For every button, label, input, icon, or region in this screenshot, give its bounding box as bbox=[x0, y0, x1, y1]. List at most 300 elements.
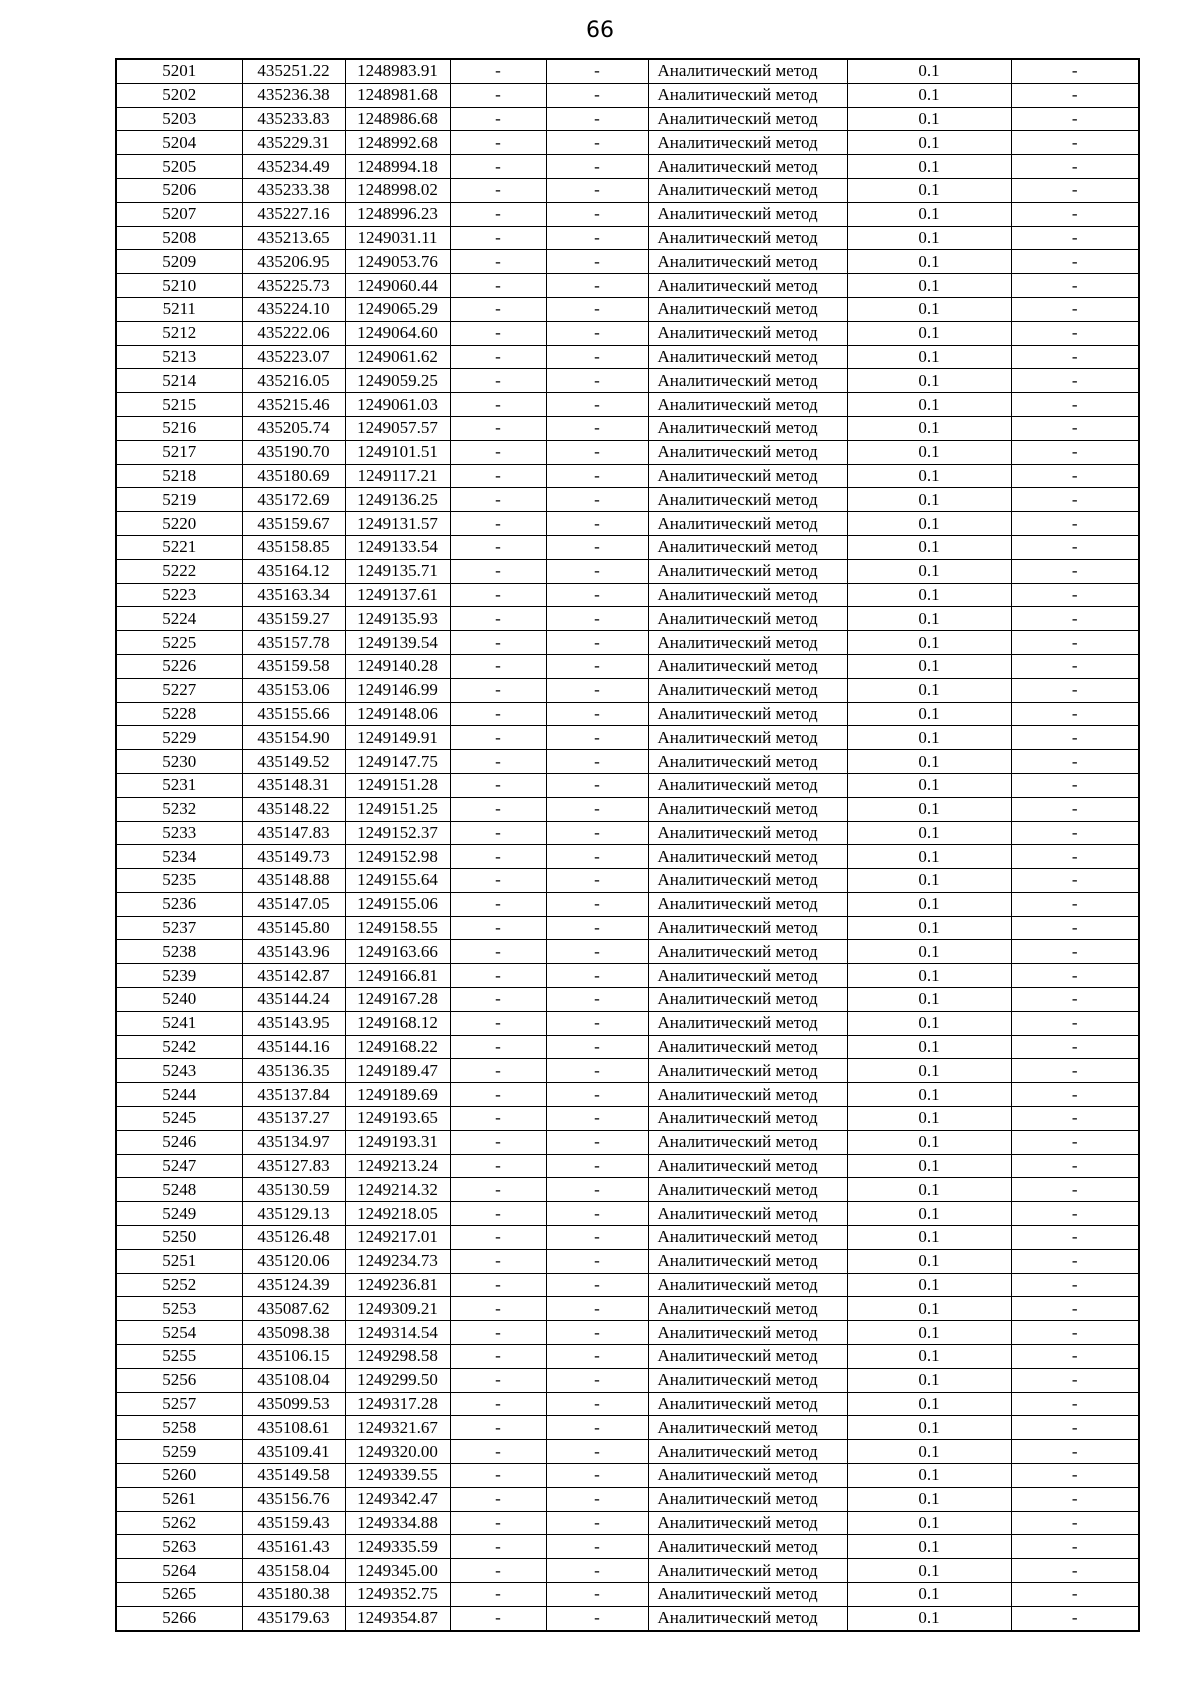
y-coordinate-cell: 1248992.68 bbox=[345, 131, 450, 155]
dash-cell-1: - bbox=[450, 59, 546, 83]
point-number-cell: 5246 bbox=[116, 1130, 242, 1154]
y-coordinate-cell: 1249135.93 bbox=[345, 607, 450, 631]
x-coordinate-cell: 435158.04 bbox=[242, 1559, 345, 1583]
dash-cell-3: - bbox=[1011, 1130, 1139, 1154]
point-number-cell: 5228 bbox=[116, 702, 242, 726]
table-row bbox=[116, 1107, 1139, 1131]
dash-cell-3: - bbox=[1011, 1368, 1139, 1392]
dash-cell-1: - bbox=[450, 964, 546, 988]
table-row bbox=[116, 607, 1139, 631]
point-number-cell: 5258 bbox=[116, 1416, 242, 1440]
x-coordinate-cell: 435098.38 bbox=[242, 1321, 345, 1345]
precision-cell: 0.1 bbox=[847, 892, 1011, 916]
precision-cell: 0.1 bbox=[847, 1035, 1011, 1059]
precision-cell: 0.1 bbox=[847, 440, 1011, 464]
dash-cell-3: - bbox=[1011, 821, 1139, 845]
point-number-cell: 5260 bbox=[116, 1464, 242, 1488]
table-row bbox=[116, 750, 1139, 774]
precision-cell: 0.1 bbox=[847, 1273, 1011, 1297]
dash-cell-3: - bbox=[1011, 654, 1139, 678]
x-coordinate-cell: 435143.95 bbox=[242, 1011, 345, 1035]
method-cell: Аналитический метод bbox=[648, 559, 847, 583]
dash-cell-1: - bbox=[450, 1273, 546, 1297]
dash-cell-1: - bbox=[450, 988, 546, 1012]
dash-cell-2: - bbox=[546, 1559, 648, 1583]
y-coordinate-cell: 1249352.75 bbox=[345, 1583, 450, 1607]
x-coordinate-cell: 435172.69 bbox=[242, 488, 345, 512]
point-number-cell: 5262 bbox=[116, 1511, 242, 1535]
method-cell: Аналитический метод bbox=[648, 1249, 847, 1273]
method-cell: Аналитический метод bbox=[648, 1606, 847, 1630]
method-cell: Аналитический метод bbox=[648, 131, 847, 155]
table-row bbox=[116, 274, 1139, 298]
point-number-cell: 5232 bbox=[116, 797, 242, 821]
x-coordinate-cell: 435163.34 bbox=[242, 583, 345, 607]
method-cell: Аналитический метод bbox=[648, 631, 847, 655]
point-number-cell: 5210 bbox=[116, 274, 242, 298]
dash-cell-2: - bbox=[546, 1011, 648, 1035]
table-row bbox=[116, 1297, 1139, 1321]
y-coordinate-cell: 1249299.50 bbox=[345, 1368, 450, 1392]
x-coordinate-cell: 435136.35 bbox=[242, 1059, 345, 1083]
method-cell: Аналитический метод bbox=[648, 1083, 847, 1107]
dash-cell-2: - bbox=[546, 1583, 648, 1607]
dash-cell-3: - bbox=[1011, 226, 1139, 250]
dash-cell-2: - bbox=[546, 797, 648, 821]
x-coordinate-cell: 435147.05 bbox=[242, 892, 345, 916]
y-coordinate-cell: 1249234.73 bbox=[345, 1249, 450, 1273]
dash-cell-3: - bbox=[1011, 488, 1139, 512]
point-number-cell: 5225 bbox=[116, 631, 242, 655]
x-coordinate-cell: 435155.66 bbox=[242, 702, 345, 726]
method-cell: Аналитический метод bbox=[648, 1392, 847, 1416]
point-number-cell: 5221 bbox=[116, 535, 242, 559]
precision-cell: 0.1 bbox=[847, 1130, 1011, 1154]
dash-cell-3: - bbox=[1011, 1392, 1139, 1416]
dash-cell-3: - bbox=[1011, 773, 1139, 797]
dash-cell-2: - bbox=[546, 512, 648, 536]
dash-cell-3: - bbox=[1011, 1464, 1139, 1488]
y-coordinate-cell: 1249057.57 bbox=[345, 416, 450, 440]
x-coordinate-cell: 435149.73 bbox=[242, 845, 345, 869]
y-coordinate-cell: 1249168.12 bbox=[345, 1011, 450, 1035]
x-coordinate-cell: 435233.83 bbox=[242, 107, 345, 131]
dash-cell-2: - bbox=[546, 464, 648, 488]
table-row bbox=[116, 1416, 1139, 1440]
dash-cell-1: - bbox=[450, 607, 546, 631]
dash-cell-2: - bbox=[546, 1154, 648, 1178]
table-body bbox=[116, 59, 1139, 1631]
dash-cell-2: - bbox=[546, 1130, 648, 1154]
y-coordinate-cell: 1249158.55 bbox=[345, 916, 450, 940]
y-coordinate-cell: 1249117.21 bbox=[345, 464, 450, 488]
dash-cell-3: - bbox=[1011, 964, 1139, 988]
y-coordinate-cell: 1248996.23 bbox=[345, 202, 450, 226]
table-row bbox=[116, 488, 1139, 512]
y-coordinate-cell: 1249133.54 bbox=[345, 535, 450, 559]
precision-cell: 0.1 bbox=[847, 1392, 1011, 1416]
dash-cell-1: - bbox=[450, 1559, 546, 1583]
dash-cell-3: - bbox=[1011, 155, 1139, 179]
table-row bbox=[116, 1583, 1139, 1607]
x-coordinate-cell: 435216.05 bbox=[242, 369, 345, 393]
dash-cell-2: - bbox=[546, 1273, 648, 1297]
dash-cell-2: - bbox=[546, 488, 648, 512]
precision-cell: 0.1 bbox=[847, 321, 1011, 345]
method-cell: Аналитический метод bbox=[648, 416, 847, 440]
point-number-cell: 5230 bbox=[116, 750, 242, 774]
dash-cell-2: - bbox=[546, 1606, 648, 1630]
y-coordinate-cell: 1249031.11 bbox=[345, 226, 450, 250]
y-coordinate-cell: 1249101.51 bbox=[345, 440, 450, 464]
table-row bbox=[116, 1011, 1139, 1035]
dash-cell-1: - bbox=[450, 1606, 546, 1630]
point-number-cell: 5208 bbox=[116, 226, 242, 250]
precision-cell: 0.1 bbox=[847, 1154, 1011, 1178]
dash-cell-2: - bbox=[546, 678, 648, 702]
point-number-cell: 5227 bbox=[116, 678, 242, 702]
dash-cell-1: - bbox=[450, 892, 546, 916]
dash-cell-2: - bbox=[546, 1464, 648, 1488]
dash-cell-3: - bbox=[1011, 1297, 1139, 1321]
table-row bbox=[116, 512, 1139, 536]
point-number-cell: 5244 bbox=[116, 1083, 242, 1107]
y-coordinate-cell: 1249236.81 bbox=[345, 1273, 450, 1297]
dash-cell-2: - bbox=[546, 607, 648, 631]
dash-cell-1: - bbox=[450, 1583, 546, 1607]
method-cell: Аналитический метод bbox=[648, 1416, 847, 1440]
precision-cell: 0.1 bbox=[847, 1059, 1011, 1083]
table-row bbox=[116, 1368, 1139, 1392]
dash-cell-1: - bbox=[450, 321, 546, 345]
method-cell: Аналитический метод bbox=[648, 678, 847, 702]
point-number-cell: 5205 bbox=[116, 155, 242, 179]
x-coordinate-cell: 435190.70 bbox=[242, 440, 345, 464]
precision-cell: 0.1 bbox=[847, 1487, 1011, 1511]
dash-cell-2: - bbox=[546, 702, 648, 726]
dash-cell-3: - bbox=[1011, 1416, 1139, 1440]
table-row bbox=[116, 583, 1139, 607]
dash-cell-1: - bbox=[450, 297, 546, 321]
table-row bbox=[116, 1083, 1139, 1107]
dash-cell-3: - bbox=[1011, 202, 1139, 226]
precision-cell: 0.1 bbox=[847, 1297, 1011, 1321]
table-row bbox=[116, 1178, 1139, 1202]
dash-cell-1: - bbox=[450, 1226, 546, 1250]
x-coordinate-cell: 435153.06 bbox=[242, 678, 345, 702]
method-cell: Аналитический метод bbox=[648, 988, 847, 1012]
x-coordinate-cell: 435157.78 bbox=[242, 631, 345, 655]
dash-cell-3: - bbox=[1011, 916, 1139, 940]
x-coordinate-cell: 435134.97 bbox=[242, 1130, 345, 1154]
x-coordinate-cell: 435225.73 bbox=[242, 274, 345, 298]
precision-cell: 0.1 bbox=[847, 631, 1011, 655]
dash-cell-3: - bbox=[1011, 1035, 1139, 1059]
method-cell: Аналитический метод bbox=[648, 1559, 847, 1583]
precision-cell: 0.1 bbox=[847, 607, 1011, 631]
precision-cell: 0.1 bbox=[847, 202, 1011, 226]
point-number-cell: 5241 bbox=[116, 1011, 242, 1035]
dash-cell-1: - bbox=[450, 155, 546, 179]
x-coordinate-cell: 435148.31 bbox=[242, 773, 345, 797]
precision-cell: 0.1 bbox=[847, 583, 1011, 607]
y-coordinate-cell: 1249163.66 bbox=[345, 940, 450, 964]
method-cell: Аналитический метод bbox=[648, 1178, 847, 1202]
x-coordinate-cell: 435124.39 bbox=[242, 1273, 345, 1297]
dash-cell-2: - bbox=[546, 1178, 648, 1202]
dash-cell-3: - bbox=[1011, 1178, 1139, 1202]
dash-cell-2: - bbox=[546, 654, 648, 678]
precision-cell: 0.1 bbox=[847, 1249, 1011, 1273]
table-row bbox=[116, 964, 1139, 988]
x-coordinate-cell: 435222.06 bbox=[242, 321, 345, 345]
y-coordinate-cell: 1249065.29 bbox=[345, 297, 450, 321]
dash-cell-2: - bbox=[546, 845, 648, 869]
y-coordinate-cell: 1249136.25 bbox=[345, 488, 450, 512]
dash-cell-2: - bbox=[546, 202, 648, 226]
point-number-cell: 5254 bbox=[116, 1321, 242, 1345]
point-number-cell: 5222 bbox=[116, 559, 242, 583]
dash-cell-2: - bbox=[546, 274, 648, 298]
table-row bbox=[116, 678, 1139, 702]
method-cell: Аналитический метод bbox=[648, 1035, 847, 1059]
dash-cell-1: - bbox=[450, 1535, 546, 1559]
dash-cell-3: - bbox=[1011, 416, 1139, 440]
precision-cell: 0.1 bbox=[847, 1345, 1011, 1369]
point-number-cell: 5215 bbox=[116, 393, 242, 417]
precision-cell: 0.1 bbox=[847, 750, 1011, 774]
dash-cell-1: - bbox=[450, 416, 546, 440]
table-row bbox=[116, 916, 1139, 940]
x-coordinate-cell: 435205.74 bbox=[242, 416, 345, 440]
method-cell: Аналитический метод bbox=[648, 250, 847, 274]
dash-cell-3: - bbox=[1011, 940, 1139, 964]
precision-cell: 0.1 bbox=[847, 464, 1011, 488]
dash-cell-1: - bbox=[450, 178, 546, 202]
dash-cell-1: - bbox=[450, 535, 546, 559]
table-row bbox=[116, 535, 1139, 559]
dash-cell-2: - bbox=[546, 155, 648, 179]
y-coordinate-cell: 1249137.61 bbox=[345, 583, 450, 607]
y-coordinate-cell: 1249064.60 bbox=[345, 321, 450, 345]
table-row bbox=[116, 1345, 1139, 1369]
dash-cell-1: - bbox=[450, 1416, 546, 1440]
dash-cell-3: - bbox=[1011, 607, 1139, 631]
dash-cell-1: - bbox=[450, 1345, 546, 1369]
table-row bbox=[116, 1154, 1139, 1178]
dash-cell-3: - bbox=[1011, 1487, 1139, 1511]
table-row bbox=[116, 702, 1139, 726]
dash-cell-2: - bbox=[546, 988, 648, 1012]
table-row bbox=[116, 773, 1139, 797]
method-cell: Аналитический метод bbox=[648, 1130, 847, 1154]
dash-cell-1: - bbox=[450, 869, 546, 893]
point-number-cell: 5264 bbox=[116, 1559, 242, 1583]
y-coordinate-cell: 1249218.05 bbox=[345, 1202, 450, 1226]
x-coordinate-cell: 435236.38 bbox=[242, 83, 345, 107]
x-coordinate-cell: 435224.10 bbox=[242, 297, 345, 321]
dash-cell-3: - bbox=[1011, 1154, 1139, 1178]
precision-cell: 0.1 bbox=[847, 797, 1011, 821]
y-coordinate-cell: 1249320.00 bbox=[345, 1440, 450, 1464]
dash-cell-3: - bbox=[1011, 869, 1139, 893]
dash-cell-3: - bbox=[1011, 1511, 1139, 1535]
y-coordinate-cell: 1248981.68 bbox=[345, 83, 450, 107]
precision-cell: 0.1 bbox=[847, 1606, 1011, 1630]
dash-cell-2: - bbox=[546, 1202, 648, 1226]
point-number-cell: 5245 bbox=[116, 1107, 242, 1131]
method-cell: Аналитический метод bbox=[648, 202, 847, 226]
x-coordinate-cell: 435251.22 bbox=[242, 59, 345, 83]
x-coordinate-cell: 435159.58 bbox=[242, 654, 345, 678]
dash-cell-2: - bbox=[546, 821, 648, 845]
table-row bbox=[116, 1606, 1139, 1630]
table-row bbox=[116, 1464, 1139, 1488]
precision-cell: 0.1 bbox=[847, 1202, 1011, 1226]
method-cell: Аналитический метод bbox=[648, 274, 847, 298]
y-coordinate-cell: 1249053.76 bbox=[345, 250, 450, 274]
table-row bbox=[116, 1202, 1139, 1226]
x-coordinate-cell: 435179.63 bbox=[242, 1606, 345, 1630]
method-cell: Аналитический метод bbox=[648, 1059, 847, 1083]
dash-cell-3: - bbox=[1011, 1345, 1139, 1369]
dash-cell-1: - bbox=[450, 1178, 546, 1202]
x-coordinate-cell: 435164.12 bbox=[242, 559, 345, 583]
x-coordinate-cell: 435108.04 bbox=[242, 1368, 345, 1392]
y-coordinate-cell: 1249354.87 bbox=[345, 1606, 450, 1630]
precision-cell: 0.1 bbox=[847, 654, 1011, 678]
point-number-cell: 5265 bbox=[116, 1583, 242, 1607]
method-cell: Аналитический метод bbox=[648, 59, 847, 83]
dash-cell-2: - bbox=[546, 631, 648, 655]
precision-cell: 0.1 bbox=[847, 488, 1011, 512]
x-coordinate-cell: 435142.87 bbox=[242, 964, 345, 988]
method-cell: Аналитический метод bbox=[648, 750, 847, 774]
dash-cell-2: - bbox=[546, 1416, 648, 1440]
x-coordinate-cell: 435129.13 bbox=[242, 1202, 345, 1226]
x-coordinate-cell: 435161.43 bbox=[242, 1535, 345, 1559]
precision-cell: 0.1 bbox=[847, 155, 1011, 179]
x-coordinate-cell: 435206.95 bbox=[242, 250, 345, 274]
point-number-cell: 5217 bbox=[116, 440, 242, 464]
y-coordinate-cell: 1249139.54 bbox=[345, 631, 450, 655]
dash-cell-3: - bbox=[1011, 988, 1139, 1012]
x-coordinate-cell: 435159.67 bbox=[242, 512, 345, 536]
dash-cell-3: - bbox=[1011, 1059, 1139, 1083]
point-number-cell: 5219 bbox=[116, 488, 242, 512]
table-row bbox=[116, 83, 1139, 107]
y-coordinate-cell: 1249060.44 bbox=[345, 274, 450, 298]
dash-cell-3: - bbox=[1011, 1226, 1139, 1250]
precision-cell: 0.1 bbox=[847, 678, 1011, 702]
precision-cell: 0.1 bbox=[847, 1440, 1011, 1464]
precision-cell: 0.1 bbox=[847, 726, 1011, 750]
point-number-cell: 5247 bbox=[116, 1154, 242, 1178]
table-row bbox=[116, 1487, 1139, 1511]
dash-cell-3: - bbox=[1011, 726, 1139, 750]
point-number-cell: 5251 bbox=[116, 1249, 242, 1273]
dash-cell-2: - bbox=[546, 131, 648, 155]
table-row bbox=[116, 1559, 1139, 1583]
dash-cell-1: - bbox=[450, 654, 546, 678]
x-coordinate-cell: 435108.61 bbox=[242, 1416, 345, 1440]
method-cell: Аналитический метод bbox=[648, 393, 847, 417]
method-cell: Аналитический метод bbox=[648, 1345, 847, 1369]
method-cell: Аналитический метод bbox=[648, 155, 847, 179]
method-cell: Аналитический метод bbox=[648, 226, 847, 250]
point-number-cell: 5266 bbox=[116, 1606, 242, 1630]
x-coordinate-cell: 435145.80 bbox=[242, 916, 345, 940]
dash-cell-3: - bbox=[1011, 559, 1139, 583]
dash-cell-1: - bbox=[450, 1059, 546, 1083]
y-coordinate-cell: 1249189.69 bbox=[345, 1083, 450, 1107]
table-row bbox=[116, 1226, 1139, 1250]
point-number-cell: 5206 bbox=[116, 178, 242, 202]
precision-cell: 0.1 bbox=[847, 964, 1011, 988]
table-row bbox=[116, 440, 1139, 464]
dash-cell-3: - bbox=[1011, 1273, 1139, 1297]
dash-cell-1: - bbox=[450, 583, 546, 607]
point-number-cell: 5263 bbox=[116, 1535, 242, 1559]
y-coordinate-cell: 1249146.99 bbox=[345, 678, 450, 702]
dash-cell-3: - bbox=[1011, 702, 1139, 726]
y-coordinate-cell: 1249140.28 bbox=[345, 654, 450, 678]
precision-cell: 0.1 bbox=[847, 940, 1011, 964]
dash-cell-1: - bbox=[450, 750, 546, 774]
point-number-cell: 5256 bbox=[116, 1368, 242, 1392]
y-coordinate-cell: 1248986.68 bbox=[345, 107, 450, 131]
dash-cell-1: - bbox=[450, 1130, 546, 1154]
table-row bbox=[116, 1059, 1139, 1083]
dash-cell-1: - bbox=[450, 845, 546, 869]
point-number-cell: 5209 bbox=[116, 250, 242, 274]
point-number-cell: 5236 bbox=[116, 892, 242, 916]
y-coordinate-cell: 1249334.88 bbox=[345, 1511, 450, 1535]
method-cell: Аналитический метод bbox=[648, 821, 847, 845]
x-coordinate-cell: 435130.59 bbox=[242, 1178, 345, 1202]
dash-cell-1: - bbox=[450, 1202, 546, 1226]
y-coordinate-cell: 1249148.06 bbox=[345, 702, 450, 726]
dash-cell-1: - bbox=[450, 1511, 546, 1535]
x-coordinate-cell: 435159.43 bbox=[242, 1511, 345, 1535]
dash-cell-3: - bbox=[1011, 797, 1139, 821]
dash-cell-2: - bbox=[546, 1368, 648, 1392]
precision-cell: 0.1 bbox=[847, 178, 1011, 202]
precision-cell: 0.1 bbox=[847, 1464, 1011, 1488]
point-number-cell: 5212 bbox=[116, 321, 242, 345]
precision-cell: 0.1 bbox=[847, 1226, 1011, 1250]
y-coordinate-cell: 1249152.37 bbox=[345, 821, 450, 845]
x-coordinate-cell: 435127.83 bbox=[242, 1154, 345, 1178]
precision-cell: 0.1 bbox=[847, 916, 1011, 940]
x-coordinate-cell: 435148.22 bbox=[242, 797, 345, 821]
point-number-cell: 5248 bbox=[116, 1178, 242, 1202]
x-coordinate-cell: 435154.90 bbox=[242, 726, 345, 750]
dash-cell-3: - bbox=[1011, 59, 1139, 83]
dash-cell-3: - bbox=[1011, 1535, 1139, 1559]
table-row bbox=[116, 178, 1139, 202]
precision-cell: 0.1 bbox=[847, 535, 1011, 559]
method-cell: Аналитический метод bbox=[648, 321, 847, 345]
dash-cell-1: - bbox=[450, 512, 546, 536]
table-row bbox=[116, 1440, 1139, 1464]
table-row bbox=[116, 1130, 1139, 1154]
method-cell: Аналитический метод bbox=[648, 464, 847, 488]
dash-cell-1: - bbox=[450, 726, 546, 750]
y-coordinate-cell: 1249189.47 bbox=[345, 1059, 450, 1083]
dash-cell-3: - bbox=[1011, 250, 1139, 274]
method-cell: Аналитический метод bbox=[648, 107, 847, 131]
